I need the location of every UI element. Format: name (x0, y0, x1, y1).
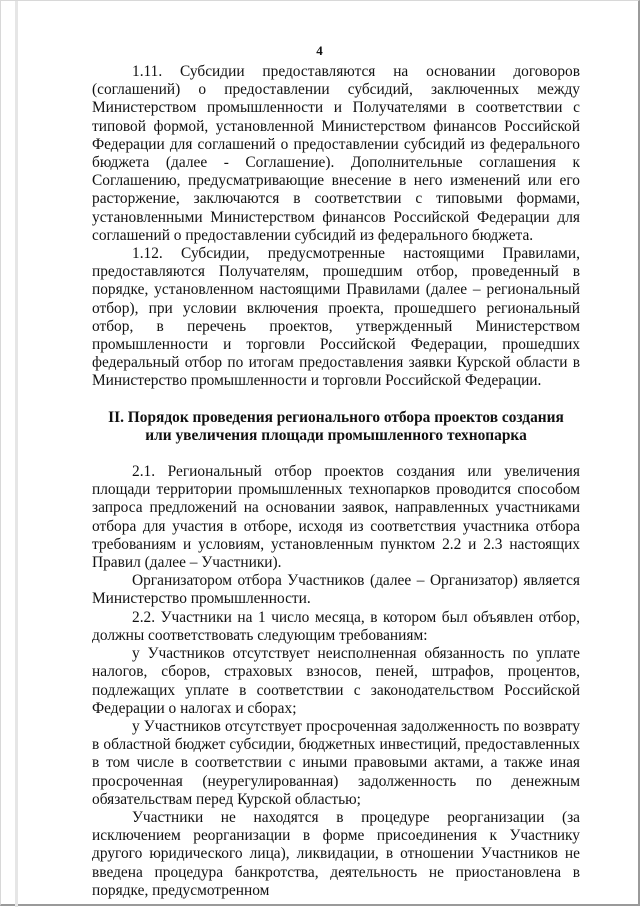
section-heading-line-2: или увеличения площади промышленного технопарка (145, 426, 527, 444)
page-number: 4 (316, 43, 323, 58)
paragraph-requirement-taxes: у Участников отсутствует неисполненная обязанность по уплате налогов, сборов, страховых взносов, пеней, штрафов, процентов, подлежащих уплате в соответствии с законодательством Российской Федерации о налогах и сборах; (92, 645, 580, 717)
paragraph-organizer: Организатором отбора Участников (далее – Организатор) является Министерство промышленности. (92, 572, 580, 608)
document-body (92, 63, 580, 900)
paragraph-1-12: 1.12. Субсидии, предусмотренные настоящими Правилами, предоставляются Получателям, прошедшим отбор, проведенный в порядке, установленном настоящими Правилами (далее – региональный отбор), при условии включения проекта, прошедшего региональный отбор, в перечень проектов, утвержденный Министерством промышленности и торговли Российской Федерации, прошедших федеральный отбор по итогам предоставления заявки Курской области в Министерство промышленности и торговли Российской Федерации. (92, 245, 580, 390)
paragraph-2-2: 2.2. Участники на 1 число месяца, в котором был объявлен отбор, должны соответствовать следующим требованиям: (92, 608, 580, 644)
paragraph-requirement-debt: у Участников отсутствует просроченная задолженность по возврату в областной бюджет субсидии, бюджетных инвестиций, предоставленных в том числе в соответствии с иными правовыми актами, а также иная просроченная (неурегулированная) задолженность по денежным обязательствам перед Курской областью; (92, 717, 580, 808)
paragraph-2-1: 2.1. Региональный отбор проектов создания или увеличения площади территории промышленных технопарков проводится способом запроса предложений на основании заявок, направленных участниками отбора для участия в отборе, исходя из соответствия участника отбора требованиям и условиям, установленным пунктом 2.2 и 2.3 настоящих Правил (далее – Участники). (92, 463, 580, 572)
paragraph-requirement-reorganization: Участники не находятся в процедуре реорганизации (за исключением реорганизации в форме присоединения к Участнику другого юридического лица), ликвидации, в отношении Участников не введена процедура банкротства, деятельность не приостановлена в порядке, предусмотренном (92, 808, 580, 899)
section-heading (92, 409, 580, 445)
paragraph-1-11: 1.11. Субсидии предоставляются на основании договоров (соглашений) о предоставлении субсидий, заключенных между Министерством промышленности и Получателями в соответствии с типовой формой, установленной Министерством финансов Российской Федерации для соглашений о предоставлении субсидий из федерального бюджета (далее - Соглашение). Дополнительные соглашения к Соглашению, предусматривающие внесение в него изменений или его расторжение, заключаются в соответствии с типовыми формами, установленными Министерством финансов Российской Федерации для соглашений о предоставлении субсидий из федерального бюджета. (92, 63, 580, 244)
scan-edge (15, 1, 18, 907)
section-heading-line-1: II. Порядок проведения регионального отбора проектов создания (108, 408, 564, 426)
